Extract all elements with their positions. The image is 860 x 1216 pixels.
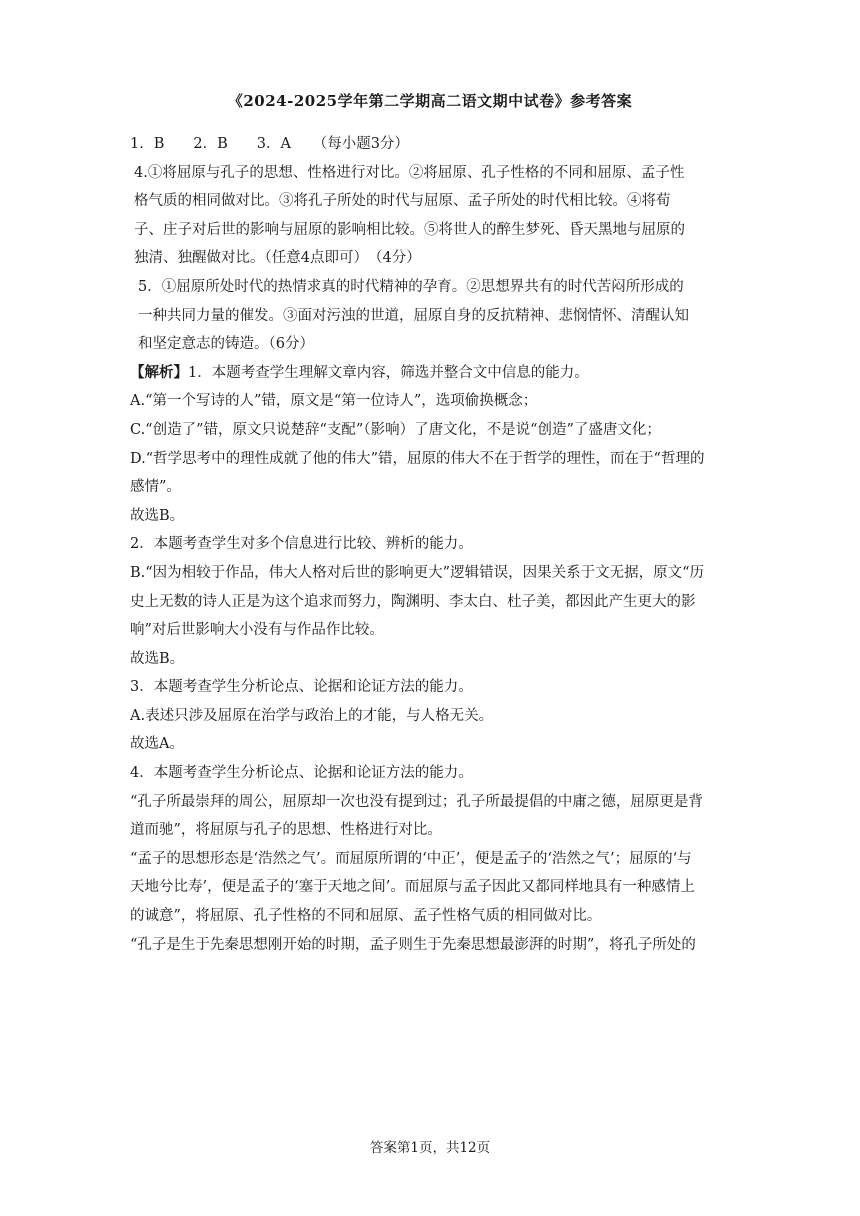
answer-4-line-1: 4.①将屈原与孔子的思想、性格进行对比。②将屈原、孔子性格的不同和屈原、孟子性	[134, 164, 685, 181]
analysis-line-14: 故选A。	[130, 736, 184, 753]
analysis-line-13: A.表述只涉及屈原在治学与政治上的才能，与人格无关。	[130, 707, 494, 724]
analysis-text: 1．本题考查学生理解文章内容，筛选并整合文中信息的能力。	[188, 364, 589, 381]
analysis-line-5: 感情”。	[130, 479, 181, 496]
answer-4-line-4: 独清、独醒做对比。（任意4点即可） （4分）	[134, 250, 421, 267]
answer-4-line-3: 子、庄子对后世的影响与屈原的影响相比较。⑤将世人的醉生梦死、昏天黑地与屈原的	[134, 221, 685, 238]
analysis-line-20: 的诚意”，将屈原、孔子性格的不同和屈原、孟子性格气质的相同做对比。	[130, 908, 602, 925]
answer-5-line-1: 5．①屈原所处时代的热情求真的时代精神的孕育。②思想界共有的时代苦闷所形成的	[138, 278, 684, 295]
answer-line-1: 1．B 2．B 3．A （每小题3分）	[130, 136, 409, 152]
analysis-line-17: 道而驰”，将屈原与孔子的思想、性格进行对比。	[130, 822, 442, 839]
analysis-line-3: C.“创造了”错，原文只说楚辞“支配”（影响）了唐文化，不是说“创造”了盛唐文化；	[130, 421, 661, 438]
document-body	[130, 130, 730, 959]
analysis-line-7: 2．本题考查学生对多个信息进行比较、辨析的能力。	[130, 536, 473, 553]
analysis-line-12: 3．本题考查学生分析论点、论据和论证方法的能力。	[130, 679, 473, 696]
analysis-label: 【解析】	[130, 363, 188, 381]
analysis-line-8: B.“因为相较于作品，伟大人格对后世的影响更大”逻辑错误，因果关系于文无据，原文“历	[130, 564, 704, 581]
analysis-line-18: “孟子的思想形态是‘浩然之气’。而屈原所谓的‘中正’，便是孟子的‘浩然之气’；屈原的‘与	[130, 850, 692, 867]
analysis-line-21: “孔子是生于先秦思想刚开始的时期，孟子则生于先秦思想最澎湃的时期”，将孔子所处的	[130, 936, 696, 953]
answer-4-line-2: 格气质的相同做对比。③将孔子所处的时代与屈原、孟子所处的时代相比较。④将荀	[134, 193, 671, 210]
document-title: 《2024-2025学年第二学期高二语文期中试卷》参考答案	[227, 92, 633, 110]
analysis-line-10: 响”对后世影响大小没有与作品作比较。	[130, 622, 384, 639]
analysis-line-6: 故选B。	[130, 507, 185, 524]
analysis-line-15: 4．本题考查学生分析论点、论据和论证方法的能力。	[130, 765, 473, 782]
analysis-line-9: 史上无数的诗人正是为这个追求而努力，陶渊明、李太白、杜子美，都因此产生更大的影	[130, 593, 696, 610]
page-footer: 答案第1页，共12页	[369, 1140, 491, 1156]
analysis-line-11: 故选B。	[130, 650, 185, 667]
analysis-line-19: 天地兮比寿’，便是孟子的‘塞于天地之间’。而屈原与孟子因此又都同样地具有一种感情上	[130, 879, 695, 896]
analysis-line-1	[130, 359, 730, 388]
analysis-line-4: D.“哲学思考中的理性成就了他的伟大”错，屈原的伟大不在于哲学的理性，而在于“哲理的	[130, 450, 705, 467]
answer-5-line-2: 一种共同力量的催发。③面对污浊的世道，屈原自身的反抗精神、悲悯情怀、清醒认知	[138, 307, 689, 324]
analysis-line-2: A.“第一个写诗的人”错，原文是“第一位诗人”，选项偷换概念；	[130, 393, 538, 410]
answer-5-line-3: 和坚定意志的铸造。（6分）	[138, 336, 314, 353]
analysis-line-16: “孔子所最崇拜的周公，屈原却一次也没有提到过；孔子所最提倡的中庸之德，屈原更是背	[130, 793, 703, 810]
